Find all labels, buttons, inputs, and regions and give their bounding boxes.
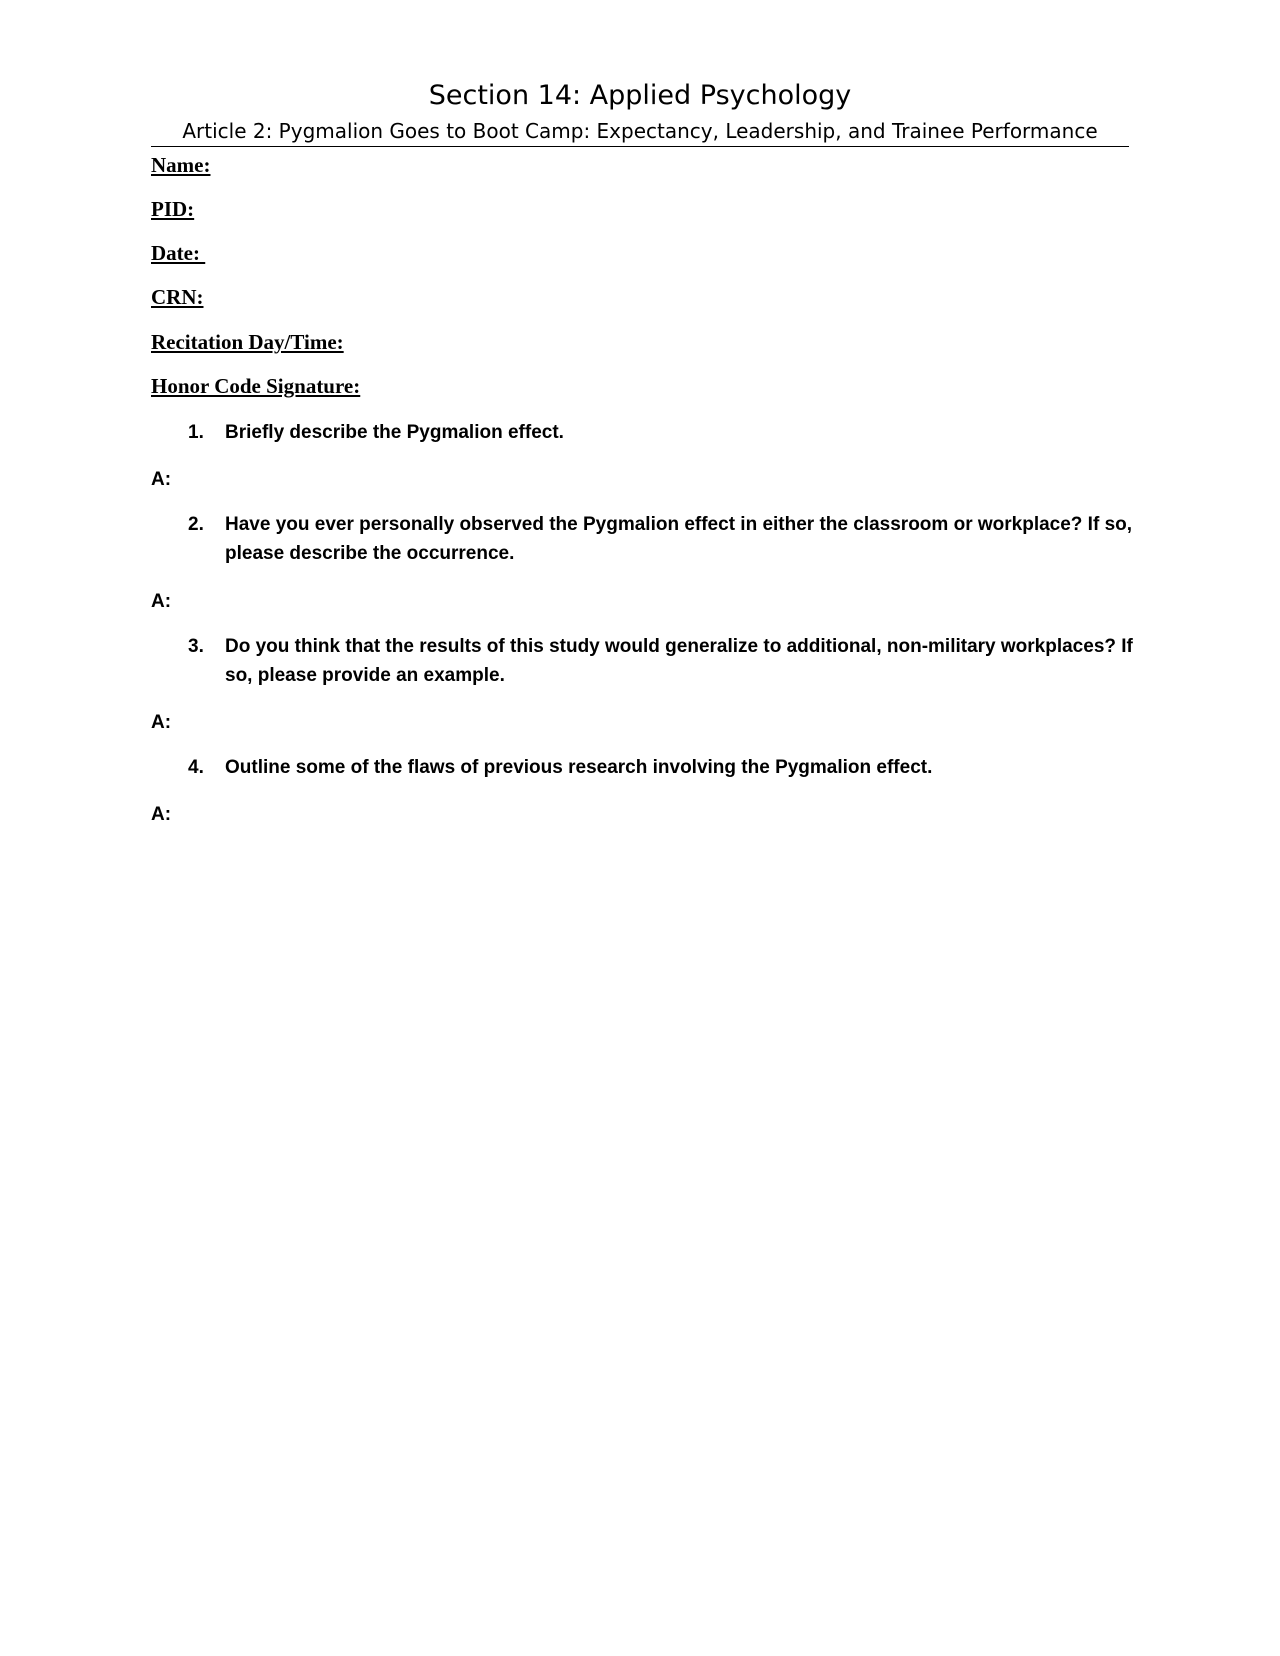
date-field-label: Date: bbox=[151, 241, 206, 265]
question-2-answer-label: A: bbox=[151, 591, 172, 612]
question-1-text: Briefly describe the Pygmalion effect. bbox=[225, 422, 564, 443]
crn-field-label: CRN: bbox=[151, 285, 204, 309]
name-field-label: Name: bbox=[151, 153, 211, 177]
pid-field-label: PID: bbox=[151, 197, 195, 221]
question-4-text: Outline some of the flaws of previous research involving the Pygmalion effect. bbox=[225, 757, 933, 778]
question-1-number: 1. bbox=[188, 422, 204, 443]
question-3-number: 3. bbox=[188, 636, 204, 657]
question-1-answer-label: A: bbox=[151, 469, 172, 490]
question-4-answer-label: A: bbox=[151, 804, 172, 825]
header-underline bbox=[151, 146, 1129, 147]
question-3-answer-label: A: bbox=[151, 712, 172, 733]
question-3-text: Do you think that the results of this study would generalize to additional, non-military workplaces? If so, please provide an example. bbox=[225, 636, 1133, 686]
article-subtitle: Article 2: Pygmalion Goes to Boot Camp: Expectancy, Leadership, and Trainee Performance bbox=[182, 119, 1098, 143]
question-2-number: 2. bbox=[188, 514, 204, 535]
recitation-field-label: Recitation Day/Time: bbox=[151, 330, 344, 354]
honor-code-field-label: Honor Code Signature: bbox=[151, 374, 361, 398]
page-title: Section 14: Applied Psychology bbox=[428, 80, 852, 111]
question-2-text: Have you ever personally observed the Pygmalion effect in either the classroom or workplace? If so, please describe the occurrence. bbox=[225, 514, 1133, 564]
question-4-number: 4. bbox=[188, 757, 204, 778]
